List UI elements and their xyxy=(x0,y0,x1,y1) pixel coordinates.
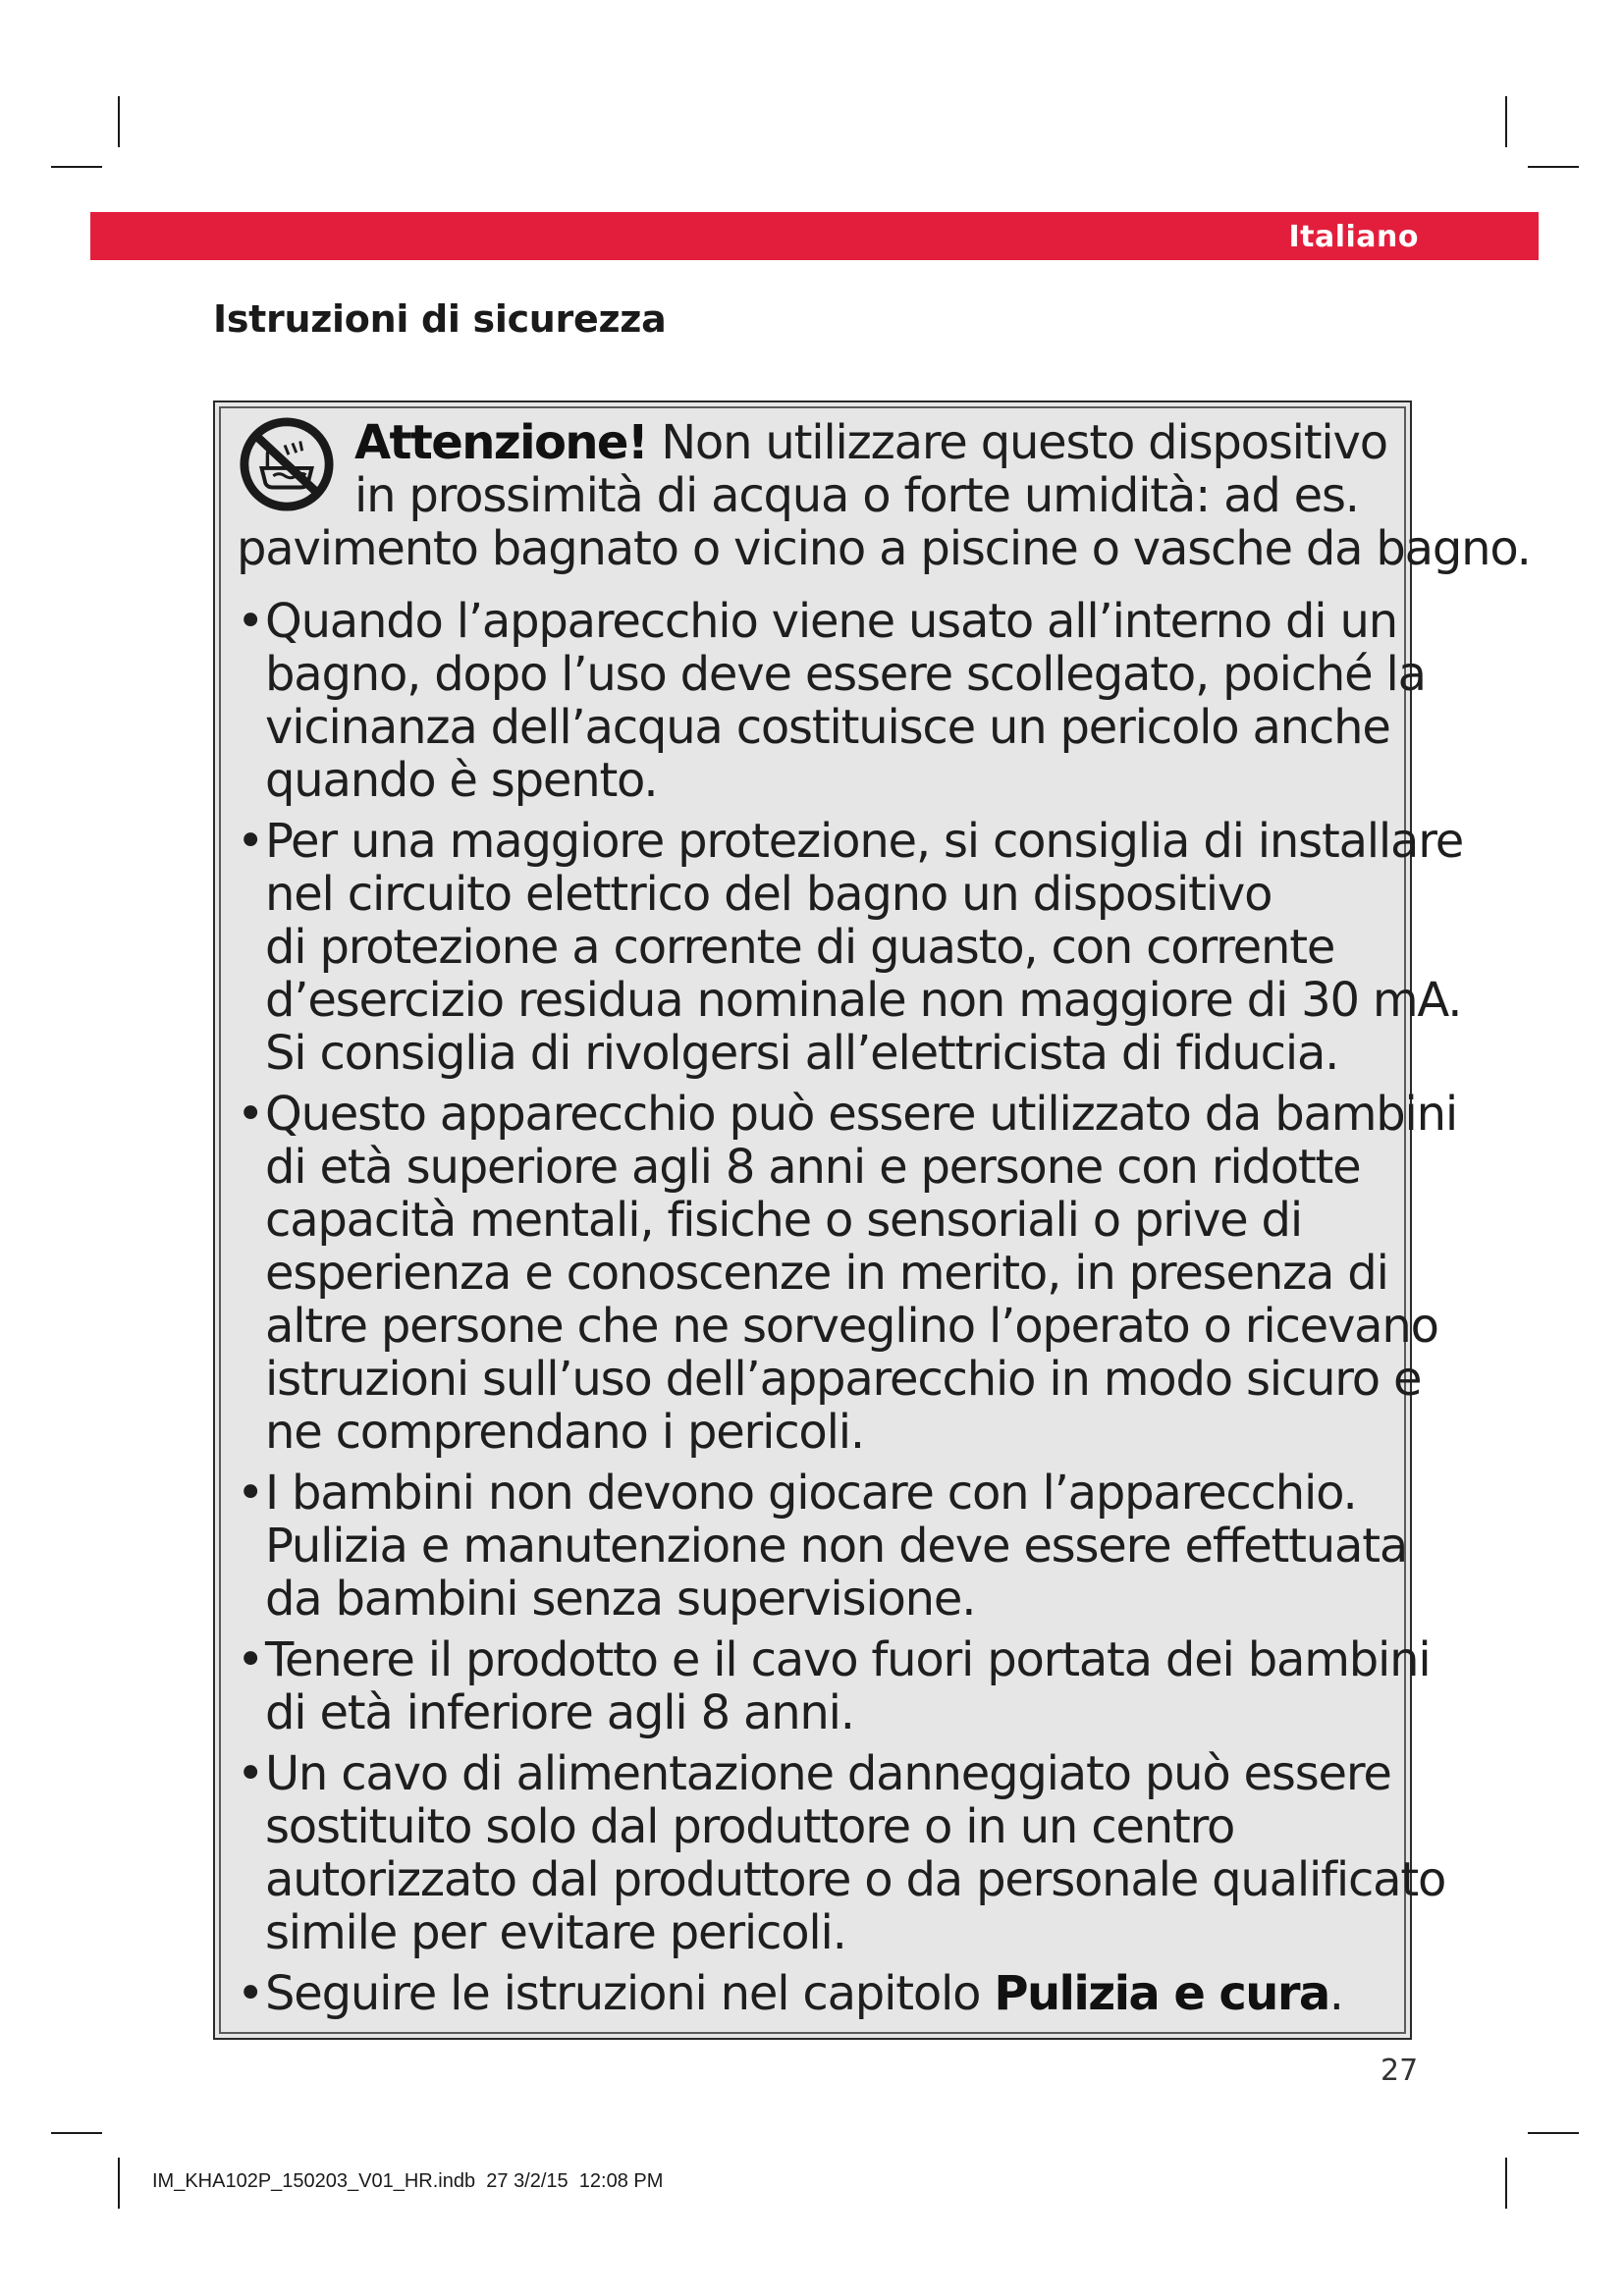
language-label: Italiano xyxy=(1288,220,1419,254)
print-slug-time: 12:08 PM xyxy=(578,2170,664,2192)
warning-content xyxy=(237,415,1531,2028)
language-header-bar xyxy=(90,212,1539,260)
crop-mark xyxy=(51,166,102,168)
list-item: • Tenere il prodotto e il cavo fuori portata dei bambini di età inferiore agli 8 anni. xyxy=(237,1633,1400,1739)
warning-label: Attenzione! xyxy=(354,415,648,470)
list-item: • Quando l’apparecchio viene usato all’interno di un bagno, dopo l’uso deve essere scollegato, poiché la vicinanza dell’acqua costituisce un pericolo anche quando è spento. xyxy=(237,595,1400,807)
list-item: • Seguire le istruzioni nel capitolo Pulizia e cura. xyxy=(237,1967,1400,2020)
warning-bullet-list xyxy=(237,594,1464,2021)
list-item: • Per una maggiore protezione, si consiglia di installare nel circuito elettrico del bagno un dispositivo di protezione a corrente di guasto, con corrente d’esercizio residua nominale non maggiore di 30 mA. Si consiglia di rivolgersi all’elettricista di fiducia. xyxy=(237,815,1400,1080)
crop-mark xyxy=(1528,166,1579,168)
list-item: • I bambini non devono giocare con l’apparecchio. Pulizia e manutenzione non deve essere effettuata da bambini senza supervisione. xyxy=(237,1467,1400,1626)
warning-box xyxy=(213,400,1531,2040)
warning-intro-line: pavimento bagnato o vicino a piscine o vasche da bagno. xyxy=(237,521,1531,576)
warning-intro-line: Attenzione! Non utilizzare questo dispositivo xyxy=(354,415,1387,470)
section-title: Istruzioni di sicurezza xyxy=(213,297,667,341)
crop-mark xyxy=(1528,2132,1579,2134)
list-item: • Questo apparecchio può essere utilizzato da bambini di età superiore agli 8 anni e persone con ridotte capacità mentali, fisiche o sensoriali o prive di esperienza e conoscenze in merito, in presenza di altre persone che ne sorveglino l’operato o ricevano istruzioni sull’uso dell’apparecchio in modo sicuro e ne comprendano i pericoli. xyxy=(237,1088,1400,1459)
crop-mark xyxy=(1505,96,1507,147)
print-slug-file: IM_KHA102P_150203_V01_HR.indb xyxy=(152,2170,476,2192)
list-item: • Un cavo di alimentazione danneggiato può essere sostituito solo dal produttore o in un centro autorizzato dal produttore o da personale qualificato simile per evitare pericoli. xyxy=(237,1747,1400,1959)
print-slug-page: 27 xyxy=(486,2170,509,2192)
crop-mark xyxy=(118,96,120,147)
print-slug xyxy=(152,2170,663,2193)
print-slug-date: 3/2/15 xyxy=(514,2170,568,2192)
crop-mark xyxy=(51,2132,102,2134)
page-number: 27 xyxy=(1380,2054,1419,2088)
crop-mark xyxy=(118,2158,120,2209)
chapter-reference: Pulizia e cura xyxy=(994,1966,1329,2021)
crop-mark xyxy=(1505,2158,1507,2209)
warning-intro-line: in prossimità di acqua o forte umidità: ad es. xyxy=(354,468,1359,523)
